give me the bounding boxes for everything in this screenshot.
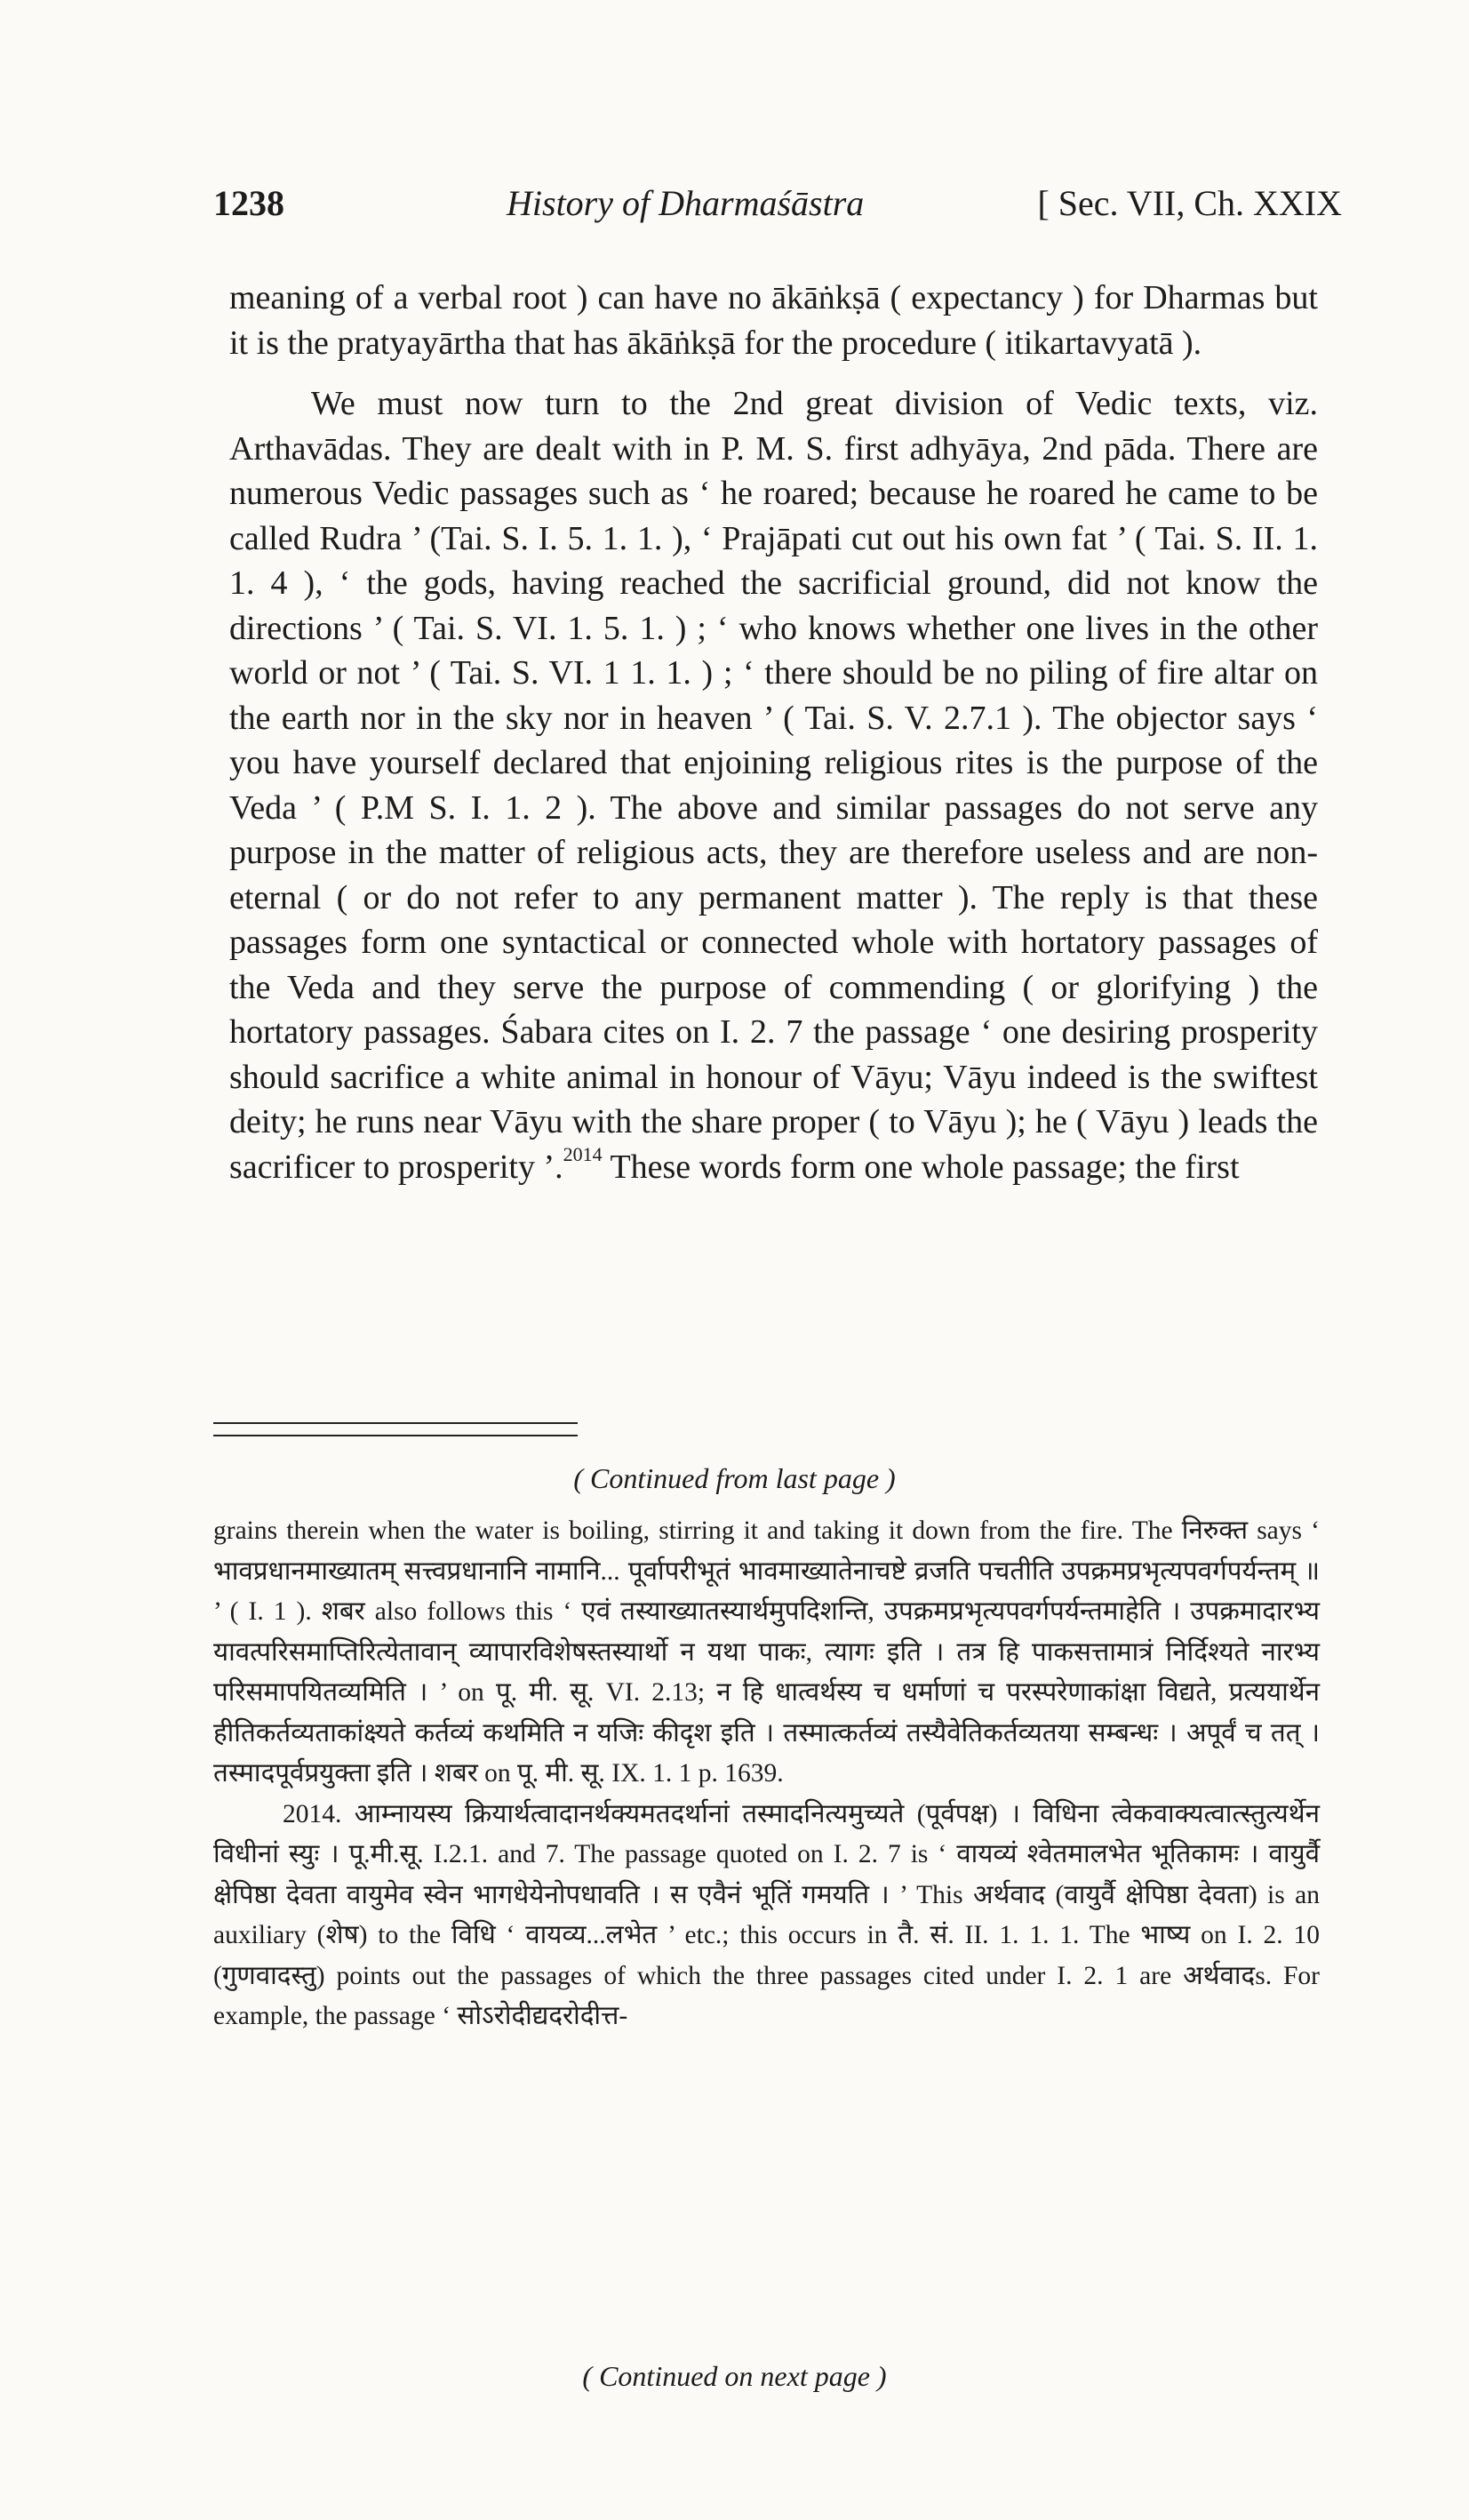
running-header: [213, 182, 1342, 236]
continued-on-label: ( Continued on next page ): [582, 2360, 887, 2392]
footnote-continuation: grains therein when the water is boiling, stirring it and taking it down from the fire. The निरुक्त says ‘ भावप्रधानमाख्यातम् सत्त्वप्रधानानि नामानि... पूर्वापरीभूतं भावमाख्यातेनाचष्टे व्रजति पचतीति उपक्रमप्रभृत्यपवर्गपर्यन्तम् ॥ ’ ( I. 1 ). शबर also follows this ‘ एवं तस्याख्यातस्यार्थमुपदिशन्ति, उपक्रमप्रभृत्यपवर्गपर्यन्तमाहेति । उपक्रमादारभ्य यावत्परिसमाप्तिरित्येतावान् व्यापारविशेषस्तस्यार्थो न यथा पाकः, त्यागः इति । तत्र हि पाकसत्तामात्रं निर्दिश्यते नारभ्य परिसमापयितव्यमिति । ’ on पू. मी. सू. VI. 2.13; न हि धात्वर्थस्य च धर्माणां च परस्परेणाकांक्षा विद्यते, प्रत्ययार्थेन हीतिकर्तव्यताकांक्ष्यते कर्तव्यं कथमिति न यजिः कीदृश इति । तस्मात्कर्तव्यं तस्यैवेतिकर्तव्यतया सम्बन्धः । अपूर्वं च तत् । तस्मादपूर्वप्रयुक्ता इति । शबर on पू. मी. सू. IX. 1. 1 p. 1639.: [213, 1516, 1320, 1788]
main-text: [229, 276, 1318, 1189]
footnote-divider-second: [213, 1435, 578, 1436]
section-reference: [ Sec. VII, Ch. XXIX: [1037, 183, 1342, 223]
footnote-2014: 2014. आम्नायस्य क्रियार्थत्वादानर्थक्यमतदर्थानां तस्मादनित्यमुच्यते (पूर्वपक्ष) । विधिना त्वेकवाक्यत्वात्स्तुत्यर्थेन विधीनां स्युः । पू.मी.सू. I.2.1. and 7. The passage quoted on I. 2. 7 is ‘ वायव्यं श्वेतमालभेत भूतिकामः । वायुर्वै क्षेपिष्ठा देवता वायुमेव स्वेन भागधेयेनोपधावति । स एवैनं भूतिं गमयति । ’ This अर्थवाद (वायुर्वै क्षेपिष्ठा देवता) is an auxiliary (शेष) to the विधि ‘ वायव्य...लभेत ’ etc.; this occurs in तै. सं. II. 1. 1. 1. The भाष्य on I. 2. 10 (गुणवादस्तु) points out the passages of which the three passages cited under I. 2. 1 are अर्थवादs. For example, the passage ‘ सोऽरोदीद्यदरोदीत्त-: [213, 1799, 1320, 2030]
paragraph-arthavadas: [229, 381, 1318, 1189]
paragraph-continuation: meaning of a verbal root ) can have no ākāṅkṣā ( expectancy ) for Dharmas but it is the pratyayārtha that has ākāṅkṣā for the procedure ( itikartavyatā ).: [229, 279, 1318, 362]
paragraph-arthavadas-text: We must now turn to the 2nd great division of Vedic texts, viz. Arthavādas. They are dealt with in P. M. S. first adhyāya, 2nd pāda. There are numerous Vedic passages such as ‘ he roared; because he roared he came to be called Rudra ’ (Tai. S. I. 5. 1. 1. ), ‘ Prajāpati cut out his own fat ’ ( Tai. S. II. 1. 1. 4 ), ‘ the gods, having reached the sacrificial ground, did not know the directions ’ ( Tai. S. VI. 1. 5. 1. ) ; ‘ who knows whether one lives in the other world or not ’ ( Tai. S. VI. 1 1. 1. ) ; ‘ there should be no piling of fire altar on the earth nor in the sky nor in heaven ’ ( Tai. S. V. 2.7.1 ). The objector says ‘ you have yourself declared that enjoining religious rites is the purpose of the Veda ’ ( P.M S. I. 1. 2 ). The above and similar passages do not serve any purpose in the matter of religious acts, they are therefore useless and are non-eternal ( or do not refer to any permanent matter ). The reply is that these passages form one syntactical or connected whole with hortatory passages of the Veda and they serve the purpose of commending ( or glorifying ) the hortatory passages. Śabara cites on I. 2. 7 the passage ‘ one desiring prosperity should sacrifice a white animal in honour of Vāyu; Vāyu indeed is the swiftest deity; he runs near Vāyu with the share proper ( to Vāyu ); he ( Vāyu ) leads the sacrificer to prosperity ’.: [229, 385, 1318, 1186]
footnotes: [213, 1511, 1320, 2037]
book-title: History of Dharmaśāstra: [507, 183, 865, 223]
continued-from-label: ( Continued from last page ): [573, 1462, 896, 1494]
footnote-divider: [213, 1422, 578, 1424]
page-number: 1238: [213, 183, 284, 223]
paragraph-arthavadas-tail: These words form one whole passage; the first: [602, 1148, 1240, 1186]
footnote-ref-2014: 2014: [563, 1142, 603, 1165]
